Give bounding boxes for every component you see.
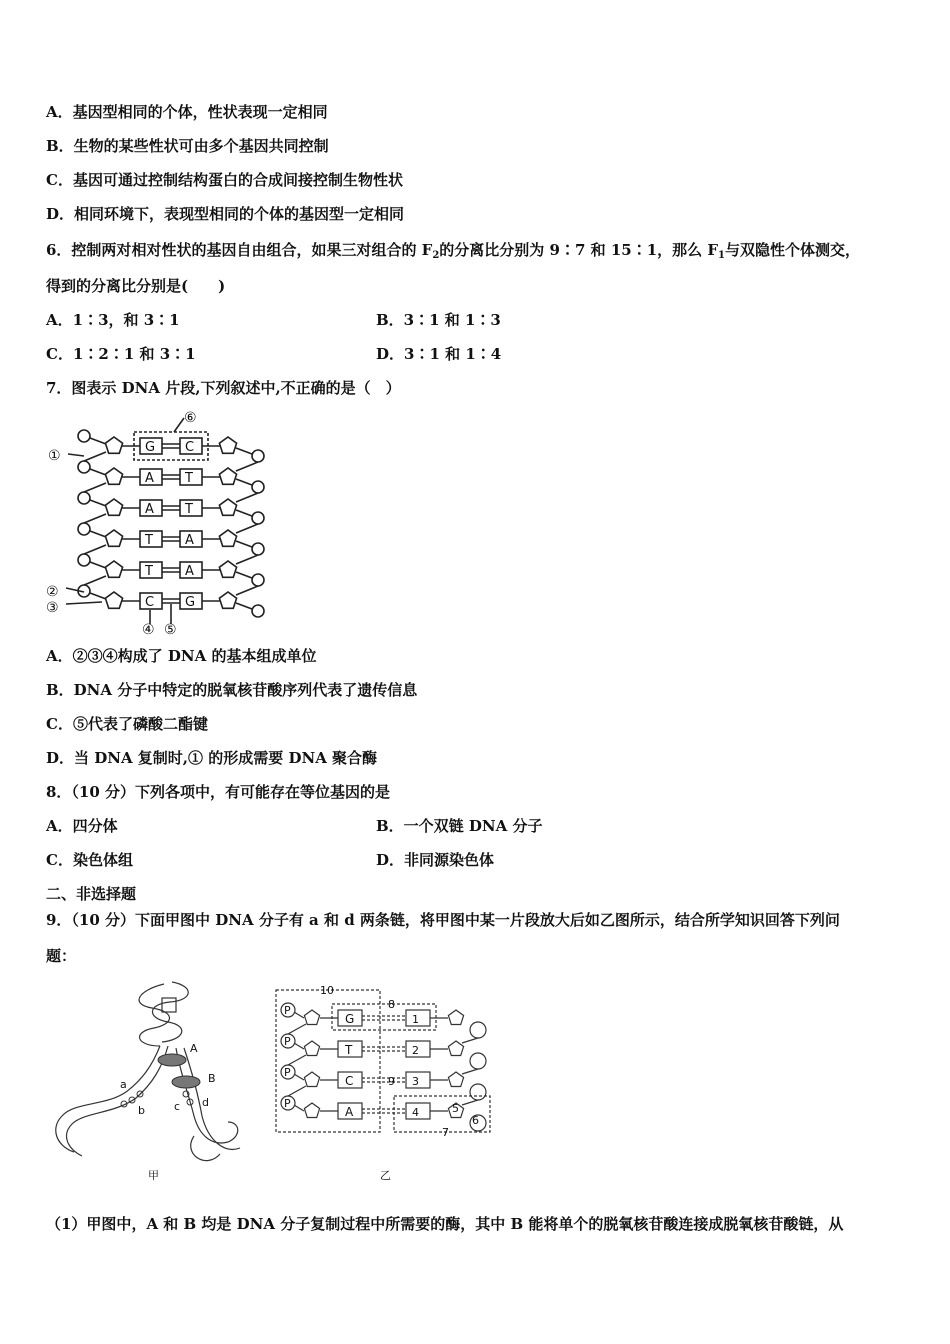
yi-backbone-left-1 bbox=[288, 1024, 306, 1034]
backbone-left-3 bbox=[84, 514, 106, 523]
phosphate-left-1 bbox=[78, 461, 90, 473]
bond-left-0 bbox=[90, 438, 106, 444]
dna-label-6: ⑥ bbox=[184, 410, 197, 426]
bond-left-5 bbox=[90, 593, 106, 599]
backbone-left-4 bbox=[84, 545, 106, 554]
backbone-left-1 bbox=[84, 452, 106, 461]
q9-figure-jia bbox=[44, 976, 270, 1186]
jia-label-A: A bbox=[190, 1042, 198, 1055]
dna-label-3: ③ bbox=[46, 600, 59, 616]
base-right-3: A bbox=[185, 533, 194, 548]
strand-a bbox=[56, 1046, 160, 1152]
jia-label-a: a bbox=[120, 1078, 127, 1091]
q8-option-c: C．染色体组 bbox=[46, 851, 133, 869]
base-left-4: T bbox=[145, 564, 153, 579]
base-right-2: T bbox=[185, 502, 193, 517]
phosphate-right-5 bbox=[252, 605, 264, 617]
base-left-3: T bbox=[145, 533, 153, 548]
q7-stem: 7．图表示 DNA 片段,下列叙述中,不正确的是（ ） bbox=[46, 379, 401, 397]
base-right-4: A bbox=[185, 564, 194, 579]
phosphate-right-1 bbox=[252, 481, 264, 493]
q6-sub-f1: 1 bbox=[718, 250, 725, 261]
base-right-1: T bbox=[185, 471, 193, 486]
q7-option-c: C．⑤代表了磷酸二酯键 bbox=[46, 715, 208, 733]
yi-pbond-3 bbox=[294, 1105, 304, 1111]
label1-leader bbox=[68, 454, 84, 456]
jia-label-d: d bbox=[202, 1096, 209, 1109]
yi-phosphate-right-0 bbox=[470, 1022, 486, 1038]
phosphate-left-2 bbox=[78, 492, 90, 504]
q9-part1: （1）甲图中，A 和 B 均是 DNA 分子复制过程中所需要的酶，其中 B 能将单个的脱氧核苷酸连接成脱氧核苷酸链，从 bbox=[46, 1215, 844, 1233]
q5-option-d: D．相同环境下，表现型相同的个体的基因型一定相同 bbox=[46, 205, 405, 223]
sugar-left-0 bbox=[105, 437, 122, 453]
yi-number-9: 9 bbox=[388, 1075, 395, 1088]
yi-sugar-left-1 bbox=[304, 1041, 319, 1056]
q6-option-b: B．3∶1 和 1∶3 bbox=[376, 311, 501, 329]
yi-sugar-left-0 bbox=[304, 1010, 319, 1025]
backbone-right-2 bbox=[236, 493, 258, 502]
strand-d bbox=[184, 1048, 240, 1149]
q5-option-c: C．基因可通过控制结构蛋白的合成间接控制生物性状 bbox=[46, 171, 403, 189]
yi-number-5: 5 bbox=[452, 1102, 459, 1115]
phosphate-right-3 bbox=[252, 543, 264, 555]
label6-leader bbox=[174, 418, 184, 432]
q6-option-c: C．1∶2∶1 和 3∶1 bbox=[46, 345, 196, 363]
base-right-0: C bbox=[185, 440, 195, 455]
yi-backbone-left-3 bbox=[288, 1086, 306, 1096]
yi-p-label-3: P bbox=[284, 1097, 291, 1110]
q6-stem-line1 bbox=[46, 240, 860, 266]
sugar-right-5 bbox=[219, 592, 236, 608]
sugar-right-1 bbox=[219, 468, 236, 484]
yi-sugar-right-0 bbox=[448, 1010, 463, 1025]
sugar-left-1 bbox=[105, 468, 122, 484]
q6-stem-part-c: 与双隐性个体测交， bbox=[724, 241, 860, 259]
phosphate-left-4 bbox=[78, 554, 90, 566]
dna-helix-top bbox=[139, 984, 169, 1046]
enlarged-segment-box bbox=[162, 998, 176, 1012]
yi-number-4: 4 bbox=[412, 1106, 419, 1119]
yi-base-2: C bbox=[345, 1074, 354, 1088]
enzyme-a bbox=[158, 1054, 186, 1066]
yi-phosphate-right-1 bbox=[470, 1053, 486, 1069]
q8-option-d: D．非同源染色体 bbox=[376, 851, 495, 869]
q8-stem: 8．（10 分）下列各项中，有可能存在等位基因的是 bbox=[46, 783, 391, 801]
sugar-left-3 bbox=[105, 530, 122, 546]
sugar-left-4 bbox=[105, 561, 122, 577]
yi-number-2: 2 bbox=[412, 1044, 419, 1057]
yi-number-6: 6 bbox=[472, 1114, 479, 1127]
dna-label-1: ① bbox=[48, 448, 61, 464]
enzyme-b bbox=[172, 1076, 200, 1088]
yi-number-8: 8 bbox=[388, 998, 395, 1011]
phosphate-right-2 bbox=[252, 512, 264, 524]
q9-stem-line1: 9．（10 分）下面甲图中 DNA 分子有 a 和 d 两条链，将甲图中某一片段放大后如乙图所示，结合所学知识回答下列问 bbox=[46, 911, 840, 929]
q6-stem-part-a: 6．控制两对相对性状的基因自由组合，如果三对组合的 F bbox=[46, 241, 433, 259]
yi-base-1: T bbox=[345, 1043, 353, 1057]
yi-phosphate-right-2 bbox=[470, 1084, 486, 1100]
bond-left-3 bbox=[90, 531, 106, 537]
strand-b bbox=[67, 1046, 168, 1156]
yi-p-label-2: P bbox=[284, 1066, 291, 1079]
q7-option-b: B．DNA 分子中特定的脱氧核苷酸序列代表了遗传信息 bbox=[46, 681, 418, 699]
yi-pbond-1 bbox=[294, 1043, 304, 1049]
q6-option-a: A．1∶3，和 3∶1 bbox=[46, 311, 180, 329]
q6-stem-part-b: 的分离比分别为 9∶7 和 15∶1，那么 F bbox=[439, 241, 719, 259]
yi-backbone-right-3 bbox=[462, 1100, 478, 1105]
yi-number-10: 10 bbox=[320, 984, 334, 997]
yi-backbone-left-2 bbox=[288, 1055, 306, 1065]
sugar-right-0 bbox=[219, 437, 236, 453]
backbone-right-3 bbox=[236, 524, 258, 533]
yi-backbone-right-2 bbox=[462, 1069, 478, 1074]
base-left-2: A bbox=[145, 502, 154, 517]
q9-caption-yi: 乙 bbox=[380, 1169, 391, 1182]
yi-number-1: 1 bbox=[412, 1013, 419, 1026]
bond-right-4 bbox=[236, 572, 252, 578]
yi-backbone-right-1 bbox=[462, 1038, 478, 1043]
q6-stem-line2: 得到的分离比分别是( ) bbox=[46, 277, 226, 295]
dna-label-4: ④ bbox=[142, 622, 155, 638]
yi-sugar-left-2 bbox=[304, 1072, 319, 1087]
yi-pbond-2 bbox=[294, 1074, 304, 1080]
label2-leader bbox=[66, 588, 84, 592]
yi-pbond-0 bbox=[294, 1012, 304, 1018]
q7-option-a: A．②③④构成了 DNA 的基本组成单位 bbox=[46, 647, 317, 665]
dna-label-5: ⑤ bbox=[164, 622, 177, 638]
base-left-5: C bbox=[145, 595, 155, 610]
yi-base-0: G bbox=[345, 1012, 355, 1026]
base-left-1: A bbox=[145, 471, 154, 486]
q8-option-b: B．一个双链 DNA 分子 bbox=[376, 817, 543, 835]
phosphate-right-4 bbox=[252, 574, 264, 586]
yi-sugar-right-2 bbox=[448, 1072, 463, 1087]
yi-number-3: 3 bbox=[412, 1075, 419, 1088]
q7-option-d: D．当 DNA 复制时,① 的形成需要 DNA 聚合酶 bbox=[46, 749, 378, 767]
yi-p-label-0: P bbox=[284, 1004, 291, 1017]
backbone-right-5 bbox=[236, 586, 258, 595]
sugar-right-3 bbox=[219, 530, 236, 546]
sugar-left-5 bbox=[105, 592, 122, 608]
bond-right-0 bbox=[236, 448, 252, 454]
q7-dna-figure bbox=[44, 406, 276, 638]
section-heading: 二、非选择题 bbox=[46, 885, 137, 903]
yi-sugar-left-3 bbox=[304, 1103, 319, 1118]
loop-right bbox=[191, 1136, 220, 1161]
backbone-right-4 bbox=[236, 555, 258, 564]
yi-sugar-right-1 bbox=[448, 1041, 463, 1056]
q8-option-a: A．四分体 bbox=[46, 817, 118, 835]
bond-right-3 bbox=[236, 541, 252, 547]
base-right-5: G bbox=[185, 595, 196, 610]
jia-label-B: B bbox=[208, 1072, 216, 1085]
jia-label-b: b bbox=[138, 1104, 145, 1117]
jia-label-c: c bbox=[174, 1100, 181, 1113]
q9-stem-line2: 题： bbox=[46, 947, 77, 965]
phosphate-left-3 bbox=[78, 523, 90, 535]
bond-left-2 bbox=[90, 500, 106, 506]
q9-figure-yi bbox=[272, 980, 504, 1140]
backbone-left-2 bbox=[84, 483, 106, 492]
dna-label-2: ② bbox=[46, 584, 59, 600]
yi-number-7: 7 bbox=[442, 1126, 449, 1139]
q5-option-a: A．基因型相同的个体，性状表现一定相同 bbox=[46, 103, 328, 121]
bond-right-2 bbox=[236, 510, 252, 516]
q6-sub-f2: 2 bbox=[432, 250, 440, 261]
bond-left-1 bbox=[90, 469, 106, 475]
bond-right-5 bbox=[236, 603, 252, 609]
sugar-right-2 bbox=[219, 499, 236, 515]
q9-caption-jia: 甲 bbox=[148, 1169, 159, 1182]
phosphate-right-0 bbox=[252, 450, 264, 462]
backbone-left-5 bbox=[84, 576, 106, 585]
bond-right-1 bbox=[236, 479, 252, 485]
bond-left-4 bbox=[90, 562, 106, 568]
yi-base-3: A bbox=[345, 1105, 354, 1119]
backbone-right-1 bbox=[236, 462, 258, 471]
q6-option-d: D．3∶1 和 1∶4 bbox=[376, 345, 502, 363]
sugar-left-2 bbox=[105, 499, 122, 515]
q5-option-b: B．生物的某些性状可由多个基因共同控制 bbox=[46, 137, 329, 155]
sugar-right-4 bbox=[219, 561, 236, 577]
phosphate-left-0 bbox=[78, 430, 90, 442]
label3-leader bbox=[66, 602, 102, 604]
base-left-0: G bbox=[145, 440, 156, 455]
yi-p-label-1: P bbox=[284, 1035, 291, 1048]
